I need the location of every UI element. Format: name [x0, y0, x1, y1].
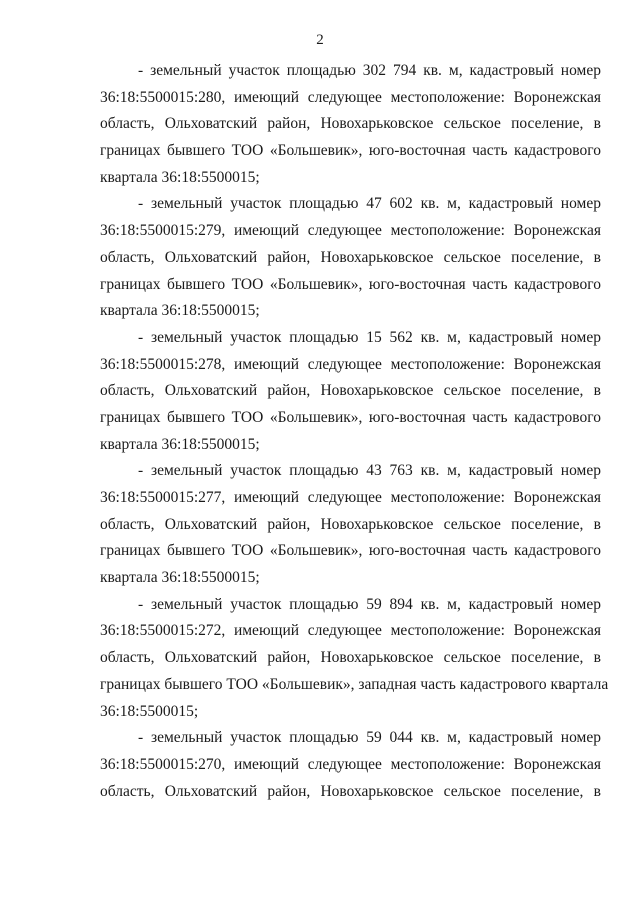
document-body	[100, 58, 609, 805]
paragraph-line: область, Ольховатский район, Новохарьковское сельское поселение, в	[100, 649, 601, 667]
paragraph-first-line: - земельный участок площадью 59 044 кв. м, кадастровый номер	[138, 729, 601, 747]
paragraph-line: область, Ольховатский район, Новохарьковское сельское поселение, в	[100, 248, 601, 266]
paragraph-line: область, Ольховатский район, Новохарьковское сельское поселение, в	[100, 782, 601, 800]
paragraph-first-line: - земельный участок площадью 15 562 кв. м, кадастровый номер	[138, 328, 601, 346]
paragraph-line: квартала 36:18:5500015;	[100, 569, 260, 587]
land-plot-paragraph	[100, 592, 609, 725]
paragraph-line: область, Ольховатский район, Новохарьковское сельское поселение, в	[100, 382, 601, 400]
paragraph-first-line: - земельный участок площадью 43 763 кв. м, кадастровый номер	[138, 462, 601, 480]
paragraph-line: 36:18:5500015:280, имеющий следующее местоположение: Воронежская	[100, 88, 601, 106]
paragraph-first-line: - земельный участок площадью 59 894 кв. м, кадастровый номер	[138, 595, 601, 613]
land-plot-paragraph	[100, 458, 601, 591]
paragraph-line: квартала 36:18:5500015;	[100, 435, 260, 453]
paragraph-line: квартала 36:18:5500015;	[100, 302, 260, 320]
paragraph-line: 36:18:5500015:277, имеющий следующее местоположение: Воронежская	[100, 489, 601, 506]
paragraph-line: границах бывшего ТОО «Большевик», юго-восточная часть кадастрового	[100, 142, 601, 160]
paragraph-line: 36:18:5500015:279, имеющий следующее местоположение: Воронежская	[100, 222, 601, 240]
page-number: 2	[316, 32, 324, 48]
paragraph-line: границах бывшего ТОО «Большевик», западная часть кадастрового квартала	[100, 675, 609, 693]
land-plot-paragraph	[100, 325, 601, 458]
paragraph-line: границах бывшего ТОО «Большевик», юго-восточная часть кадастрового	[100, 275, 601, 293]
paragraph-line: 36:18:5500015:278, имеющий следующее местоположение: Воронежская	[100, 355, 601, 373]
paragraph-line: 36:18:5500015:270, имеющий следующее местоположение: Воронежская	[100, 755, 601, 773]
paragraph-line: 36:18:5500015;	[100, 702, 199, 720]
paragraph-first-line: - земельный участок площадью 47 602 кв. м, кадастровый номер	[138, 195, 601, 213]
paragraph-line: квартала 36:18:5500015;	[100, 168, 260, 186]
land-plot-paragraph	[100, 725, 601, 805]
paragraph-line: границах бывшего ТОО «Большевик», юго-восточная часть кадастрового	[100, 542, 601, 560]
paragraph-line: область, Ольховатский район, Новохарьковское сельское поселение, в	[100, 115, 601, 133]
land-plot-paragraph	[100, 191, 601, 324]
paragraph-first-line: - земельный участок площадью 302 794 кв. м, кадастровый номер	[138, 62, 601, 79]
paragraph-line: границах бывшего ТОО «Большевик», юго-восточная часть кадастрового	[100, 408, 601, 426]
paragraph-line: область, Ольховатский район, Новохарьковское сельское поселение, в	[100, 515, 601, 533]
paragraph-line: 36:18:5500015:272, имеющий следующее местоположение: Воронежская	[100, 622, 601, 640]
land-plot-paragraph	[100, 58, 601, 191]
